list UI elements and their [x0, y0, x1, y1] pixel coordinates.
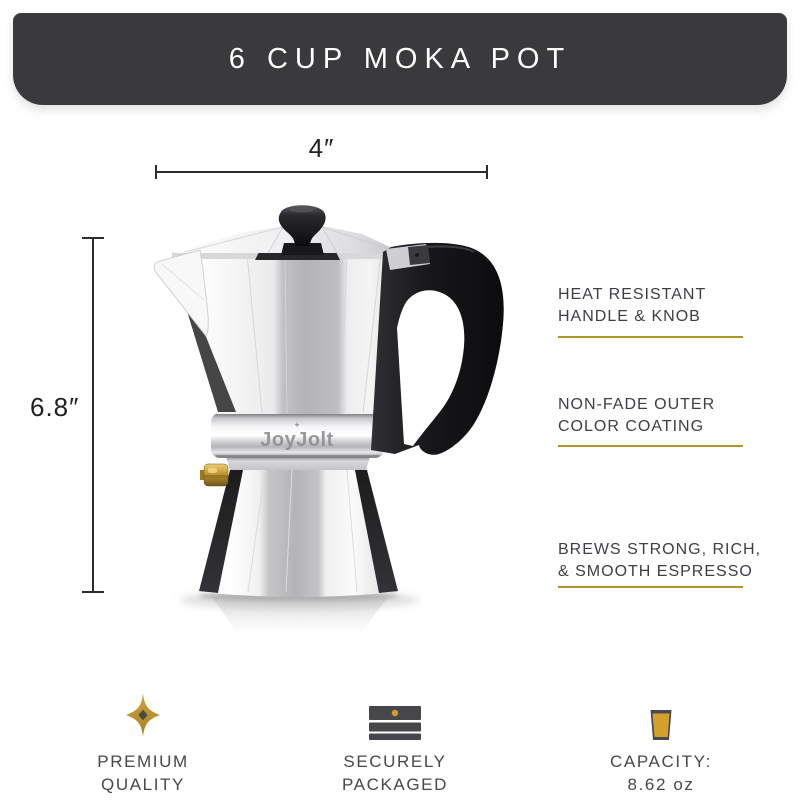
title-banner [13, 13, 787, 105]
sparkle-icon [60, 688, 226, 740]
feature-label [578, 750, 744, 796]
feature-line: CAPACITY: [610, 752, 712, 771]
pot-reflection [179, 591, 419, 634]
feature-securely-packaged [312, 688, 478, 796]
pot-collar [211, 413, 384, 458]
pot-lower-chamber [199, 470, 398, 597]
feature-label [312, 750, 478, 796]
width-dimension [155, 133, 488, 164]
package-icon [312, 688, 478, 740]
feature-line: PREMIUM [97, 752, 189, 771]
height-dimension-line [92, 237, 94, 593]
width-dimension-line [155, 171, 488, 173]
cup-icon [578, 688, 744, 740]
pot-spout [154, 250, 208, 336]
callout-text [558, 394, 715, 438]
callout-line: NON-FADE OUTER [558, 396, 716, 413]
gold-underline [558, 336, 743, 338]
width-dimension-label: 4″ [308, 133, 335, 163]
callout-line: BREWS STRONG, RICH, [558, 541, 762, 558]
callout-text [558, 284, 706, 328]
safety-valve [200, 464, 228, 486]
pot-neck [226, 457, 370, 470]
feature-label [60, 750, 226, 796]
brand-logo: JoyJolt [260, 429, 334, 451]
feature-line: 8.62 oz [627, 775, 695, 794]
moka-pot-illustration [140, 190, 520, 640]
product-title: 6 CUP MOKA POT [228, 42, 572, 75]
feature-line: PACKAGED [341, 775, 448, 794]
feature-premium-quality [60, 688, 226, 796]
feature-line: SECURELY [343, 752, 447, 771]
callout-line: & SMOOTH ESPRESSO [558, 563, 753, 580]
callout-line: HANDLE & KNOB [558, 308, 701, 325]
pot-handle [371, 243, 504, 455]
gold-underline [558, 586, 743, 588]
feature-line: QUALITY [101, 775, 185, 794]
callout-line: COLOR COATING [558, 418, 705, 435]
lid-knob [279, 205, 326, 255]
callout-line: HEAT RESISTANT [558, 286, 707, 303]
height-dimension-label: 6.8″ [30, 392, 80, 422]
gold-underline [558, 445, 743, 447]
collar-mark: + [294, 420, 300, 430]
callout-text [558, 539, 761, 583]
feature-capacity [578, 688, 744, 796]
